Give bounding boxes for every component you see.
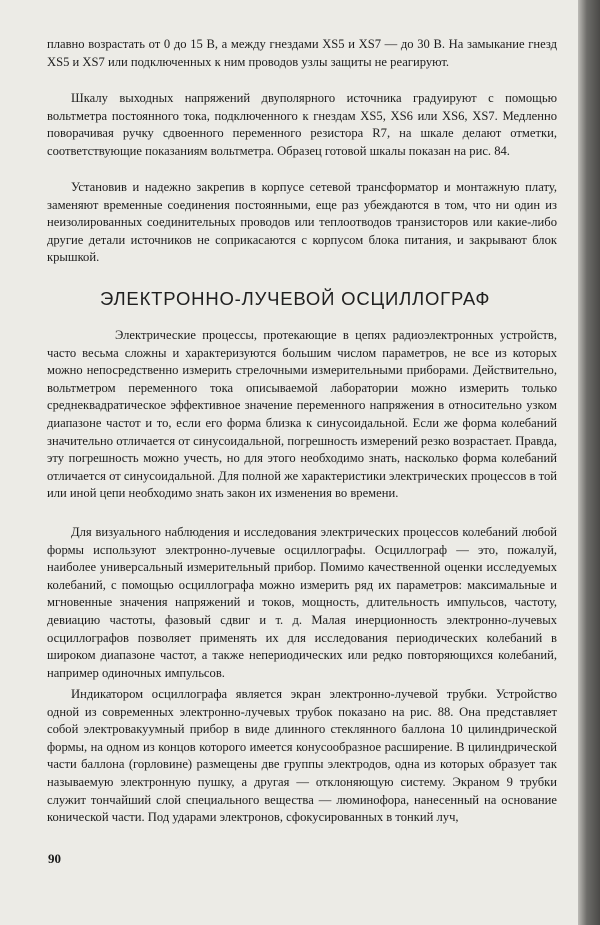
paragraph-oscilloscope-usage: Для визуального наблюдения и исследования электрических процессов колебаний любой формы используют электронно-лучевые осциллографы. Осциллограф — это, пожалуй, наиболее универсальный измерительный прибор. Помимо качественной оценки исследуемых колебаний, с помощью осциллографа можно измерить ряд их параметров: максимальные и мгновенные значения напряжений и токов, мощность, длительность импульсов, частоту, девиацию частоты, фазовый сдвиг и т. д. Малая инерционность электронно-лучевых осциллографов позволяет применять их для исследования периодических колебаний в широком диапазоне частот, а также непериодических или редко повторяющихся колебаний, например одиночных импульсов. <box>47 525 557 680</box>
section-title: ЭЛЕКТРОННО-ЛУЧЕВОЙ ОСЦИЛЛОГРАФ <box>100 288 491 309</box>
paragraph-crt-indicator: Индикатором осциллографа является экран электронно-лучевой трубки. Устройство одной из современных электронно-лучевых трубок показано на рис. 88. Она представляет собой электровакуумный прибор в виде длинного стеклянного баллона 10 цилиндрической формы, на одном из концов которого имеется конусообразное расширение. В цилиндрической части баллона (горловине) размещены две группы электродов, одна из которых образует так называемую электронную пушку, а другая — отклоняющую систему. Экраном 9 трубки служит тончайший слой специального вещества — люминофора, нанесенный на основание конической части. Под ударами электронов, сфокусированных в тонкий луч, <box>47 687 557 825</box>
paragraph-scale-calibration: Шкалу выходных напряжений двуполярного источника градуируют с помощью вольтметра постоянного тока, подключенного к гнездам XS5, XS6 или XS6, XS7. Медленно поворачивая ручку сдвоенного переменного резистора R7, на шкале делают отметки, соответствующие показаниям вольтметра. Образец готовой шкалы показан на рис. 84. <box>47 91 557 158</box>
paragraph-continuation: плавно возрастать от 0 до 15 В, а между гнездами XS5 и XS7 — до 30 В. На замыкание гнезд XS5 и XS7 или подключенных к ним проводов узлы защиты не реагируют. <box>47 37 557 69</box>
paragraph-assembly: Установив и надежно закрепив в корпусе сетевой трансформатор и монтажную плату, заменяют временные соединения постоянными, еще раз убеждаются в том, что ни один из неизолированных соединительных проводов или теплоотводов транзисторов или какие-либо другие детали источников не соприкасаются с корпусом блока питания, и закрывают блок крышкой. <box>47 180 557 265</box>
paragraph-electrical-processes: Электрические процессы, протекающие в цепях радиоэлектронных устройств, часто весьма сложны и характеризуются большим числом параметров, не все из которых можно непосредственно измерить стрелочными измерительными приборами. Действительно, вольтметром переменного тока описываемой лаборатории можно измерить только среднеквадратическое эффективное значение переменного напряжения в относительно узком диапазоне частот и то, если его форма близка к синусоидальной. Если же форма колебаний значительно отличается от синусоидальной, погрешность измерений резко возрастает. Правда, эту погрешность можно учесть, но для этого необходимо знать, насколько форма колебаний отличается от синусоидальной. Для полной же характеристики электрических процессов в той или иной цепи необходимо знать закон их изменения во времени. <box>47 328 557 501</box>
book-binding-edge <box>578 0 600 925</box>
page-number: 90 <box>48 851 61 866</box>
